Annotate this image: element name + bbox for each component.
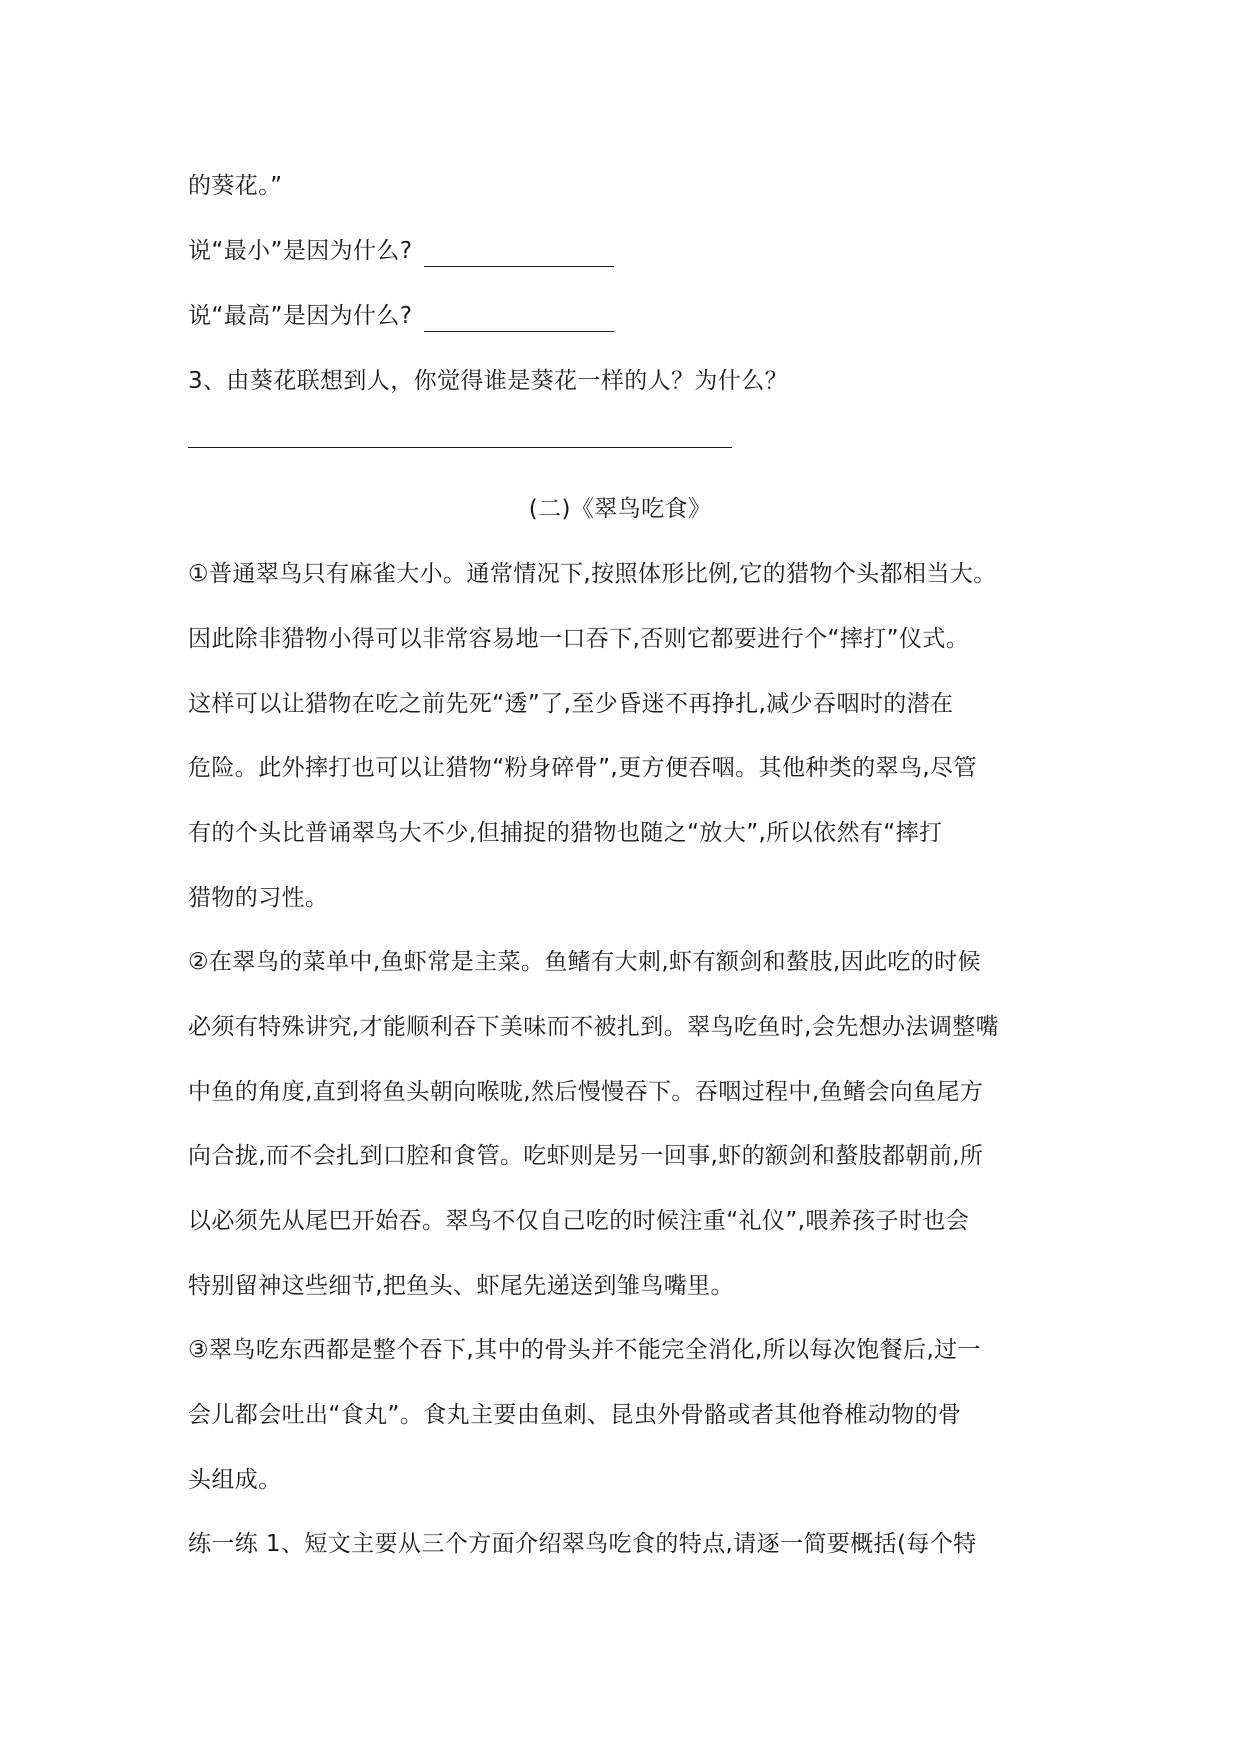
exercise-line: 练一练 1、短文主要从三个方面介绍翠鸟吃食的特点,请逐一简要概括(每个特	[188, 1531, 977, 1557]
question-3: 3、由葵花联想到人，你觉得谁是葵花一样的人？为什么？	[188, 368, 789, 394]
paragraph-line: 因此除非猎物小得可以非常容易地一口吞下,否则它都要进行个“摔打”仪式。	[188, 626, 970, 652]
paragraph-line: 向合拢,而不会扎到口腔和食管。吃虾则是另一回事,虾的额剑和螯肢都朝前,所	[188, 1143, 984, 1169]
paragraph-line: 头组成。	[188, 1467, 282, 1493]
paragraph-line: 这样可以让猎物在吃之前先死“透”了,至少昏迷不再挣扎,减少吞咽时的潜在	[188, 691, 954, 717]
paragraph-line: 必须有特殊讲究,才能顺利吞下美味而不被扎到。翠鸟吃鱼时,会先想办法调整嘴	[188, 1014, 1000, 1040]
answer-blank[interactable]	[424, 240, 614, 267]
paragraph-line: 中鱼的角度,直到将鱼头朝向喉咙,然后慢慢吞下。吞咽过程中,鱼鳍会向鱼尾方	[188, 1079, 984, 1105]
paragraph-line: 特别留神这些细节,把鱼头、虾尾先递送到雏鸟嘴里。	[188, 1273, 734, 1299]
question-text: 说“最高”是因为什么?	[188, 303, 413, 329]
paragraph-line: ②在翠鸟的菜单中,鱼虾常是主菜。鱼鳍有大刺,虾有额剑和螯肢,因此吃的时候	[188, 949, 981, 975]
question-text: 说“最小”是因为什么?	[188, 238, 413, 264]
paragraph-line: 会儿都会吐出“食丸”。食丸主要由鱼刺、昆虫外骨骼或者其他脊椎动物的骨	[188, 1402, 962, 1428]
question-highest	[188, 300, 1068, 332]
paragraph-line: ③翠鸟吃东西都是整个吞下,其中的骨头并不能完全消化,所以每次饱餐后,过一	[188, 1337, 981, 1363]
answer-blank[interactable]	[424, 305, 614, 332]
paragraph-line: 有的个头比普诵翠鸟大不少,但捕捉的猎物也随之“放大”,所以依然有“摔打	[188, 820, 943, 846]
text-line: 的葵花。”	[188, 173, 283, 199]
question-smallest	[188, 235, 1068, 267]
paragraph-line: 猎物的习性。	[188, 885, 329, 911]
answer-line[interactable]	[188, 447, 732, 448]
paragraph-line: 危险。此外摔打也可以让猎物“粉身碎骨”,更方便吞咽。其他种类的翠鸟,尽管	[188, 755, 977, 781]
paragraph-line: 以必须先从尾巴开始吞。翠鸟不仅自己吃的时候注重“礼仪”,喂养孩子时也会	[188, 1208, 970, 1234]
paragraph-line: ①普通翠鸟只有麻雀大小。通常情况下,按照体形比例,它的猎物个头都相当大。	[188, 561, 997, 587]
section-title: (二)《翠鸟吃食》	[528, 496, 712, 522]
